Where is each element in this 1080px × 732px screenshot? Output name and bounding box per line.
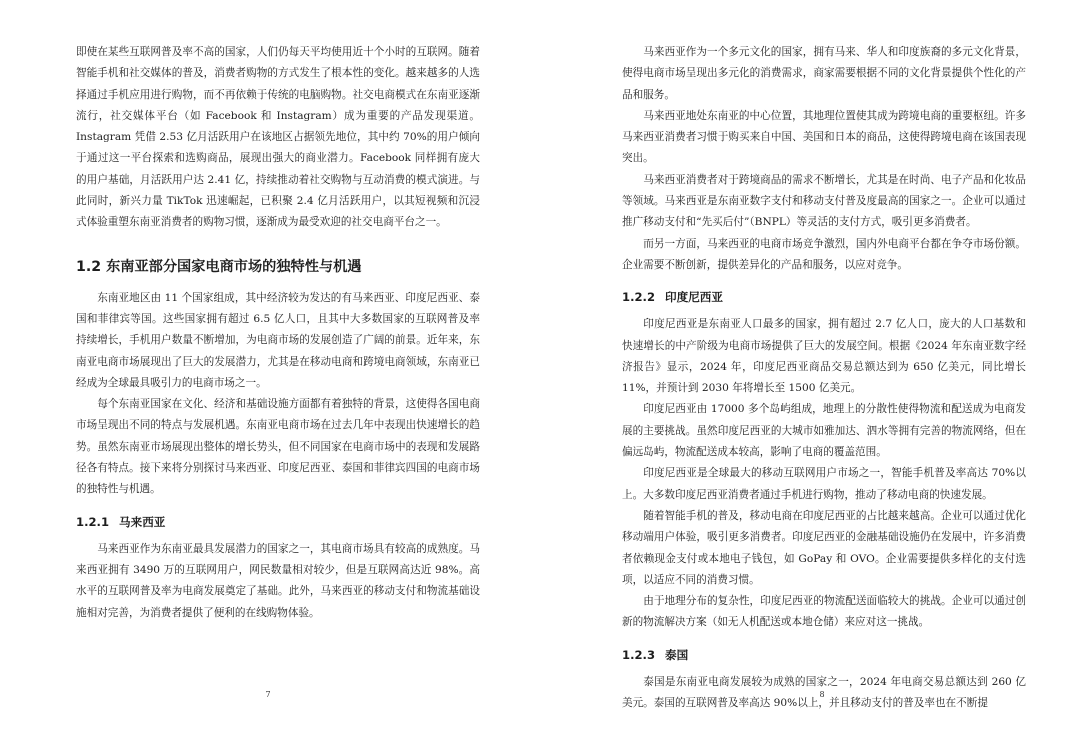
subsection-number: 1.2.3 [622,647,656,662]
subsection-heading-thailand [622,644,1026,666]
paragraph: 印度尼西亚由 17000 多个岛屿组成，地理上的分散性使得物流和配送成为电商发展的主要挑战。虽然印度尼西亚的大城市如雅加达、泗水等拥有完善的物流网络，但在偏远岛屿，物流配送成本较高，影响了电商的覆盖范围。 [622,403,1026,459]
paragraph: 随着智能手机的普及，移动电商在印度尼西亚的占比越来越高。企业可以通过优化移动端用户体验，吸引更多消费者。印度尼西亚的金融基础设施仍在发展中，许多消费者依赖现金支付或本地电子钱包，如 GoPay 和 OVO。企业需要提供多样化的支付选项，以适应不同的消费习惯。 [622,509,1026,586]
subsection-heading-indonesia [622,286,1026,308]
paragraph: 即使在某些互联网普及率不高的国家，人们仍每天平均使用近十个小时的互联网。随着智能手机和社交媒体的普及，消费者购物的方式发生了根本性的变化。越来越多的人选择通过手机应用进行购物，而不再依赖于传统的电脑购物。社交电商模式在东南亚逐渐流行，社交媒体平台（如 Facebook 和 Instagram）成为重要的产品发现渠道。Instagram 凭借 2.53 亿月活跃用户在该地区占据领先地位，其中约 70%的用户倾向于通过这一平台探索和选购商品，展现出强大的商业潜力。Facebook 同样拥有庞大的用户基础，月活跃用户达 2.41 亿，持续推动着社交购物与互动消费的模式演进。与此同时，新兴力量 TikTok 迅速崛起，已积聚 2.4 亿月活跃用户，以其短视频和沉浸式体验重塑东南亚消费者的购物习惯，逐渐成为最受欢迎的社交电商平台之一。 [76,46,480,229]
paragraph: 马来西亚消费者对于跨境商品的需求不断增长，尤其是在时尚、电子产品和化妆品等领域。马来西亚是东南亚数字支付和移动支付普及度最高的国家之一。企业可以通过推广移动支付和“先买后付”（BNPL）等灵活的支付方式，吸引更多消费者。 [622,173,1026,229]
subsection-title: 泰国 [665,647,689,662]
left-page-body [76,42,480,624]
subsection-title: 马来西亚 [119,514,166,529]
page-number: 8 [819,690,825,699]
right-page-body [622,42,1026,714]
paragraph: 印度尼西亚是东南亚人口最多的国家，拥有超过 2.7 亿人口，庞大的人口基数和快速增长的中产阶级为电商市场提供了巨大的发展空间。根据《2024 年东南亚数字经济报告》显示，2024 年，印度尼西亚商品交易总额达到为 650 亿美元，同比增长 11%，并预计到 2030 年将增长至 1500 亿美元。 [622,318,1026,395]
paragraph: 马来西亚作为一个多元文化的国家，拥有马来、华人和印度族裔的多元文化背景，使得电商市场呈现出多元化的消费需求，商家需要根据不同的文化背景提供个性化的产品和服务。 [622,46,1026,101]
subsection-number: 1.2.2 [622,290,656,305]
paragraph: 每个东南亚国家在文化、经济和基础设施方面都有着独特的背景，这使得各国电商市场呈现出不同的特点与发展机遇。东南亚电商市场在过去几年中表现出快速增长的趋势。虽然东南亚市场展现出整体的增长势头，但不同国家在电商市场中的表现和发展路径各有特点。接下来将分别探讨马来西亚、印度尼西亚、泰国和菲律宾四国的电商市场的独特性与机遇。 [76,398,480,496]
paragraph: 而另一方面，马来西亚的电商市场竞争激烈，国内外电商平台都在争夺市场份额。企业需要不断创新，提供差异化的产品和服务，以应对竞争。 [622,237,1026,271]
page-number: 7 [265,690,271,699]
right-page [540,0,1080,732]
paragraph: 泰国是东南亚电商发展较为成熟的国家之一，2024 年电商交易总额达到 260 亿美元。泰国的互联网普及率高达 90%以上，并且移动支付的普及率也在不断提 [622,675,1026,710]
subsection-heading-malaysia [76,511,480,533]
subsection-title: 印度尼西亚 [665,290,723,305]
paragraph: 印度尼西亚是全球最大的移动互联网用户市场之一，智能手机普及率高达 70%以上。大多数印度尼西亚消费者通过手机进行购物，推动了移动电商的快速发展。 [622,467,1026,501]
paragraph: 东南亚地区由 11 个国家组成，其中经济较为发达的有马来西亚、印度尼西亚、泰国和菲律宾等国。这些国家拥有超过 6.5 亿人口，且其中大多数国家的互联网普及率持续增长，手机用户数量不断增加，为电商市场的发展创造了广阔的前景。近年来，东南亚电商市场展现出了巨大的发展潜力，尤其是在移动电商和跨境电商领域，东南亚已经成为全球最具吸引力的电商市场之一。 [76,291,480,389]
section-heading: 1.2 东南亚部分国家电商市场的独特性与机遇 [76,258,362,275]
subsection-number: 1.2.1 [76,514,110,529]
paragraph: 马来西亚地处东南亚的中心位置，其地理位置使其成为跨境电商的重要枢纽。许多马来西亚消费者习惯于购买来自中国、美国和日本的商品，这使得跨境电商在该国表现突出。 [622,109,1026,165]
paragraph: 马来西亚作为东南亚最具发展潜力的国家之一，其电商市场具有较高的成熟度。马来西亚拥有 3490 万的互联网用户，网民数量相对较少，但是互联网高达近 98%。高水平的互联网普及率为电商发展奠定了基础。此外，马来西亚的移动支付和物流基础设施相对完善，为消费者提供了便利的在线购物体验。 [76,542,480,619]
paragraph: 由于地理分布的复杂性，印度尼西亚的物流配送面临较大的挑战。企业可以通过创新的物流解决方案（如无人机配送或本地仓储）来应对这一挑战。 [622,595,1026,629]
